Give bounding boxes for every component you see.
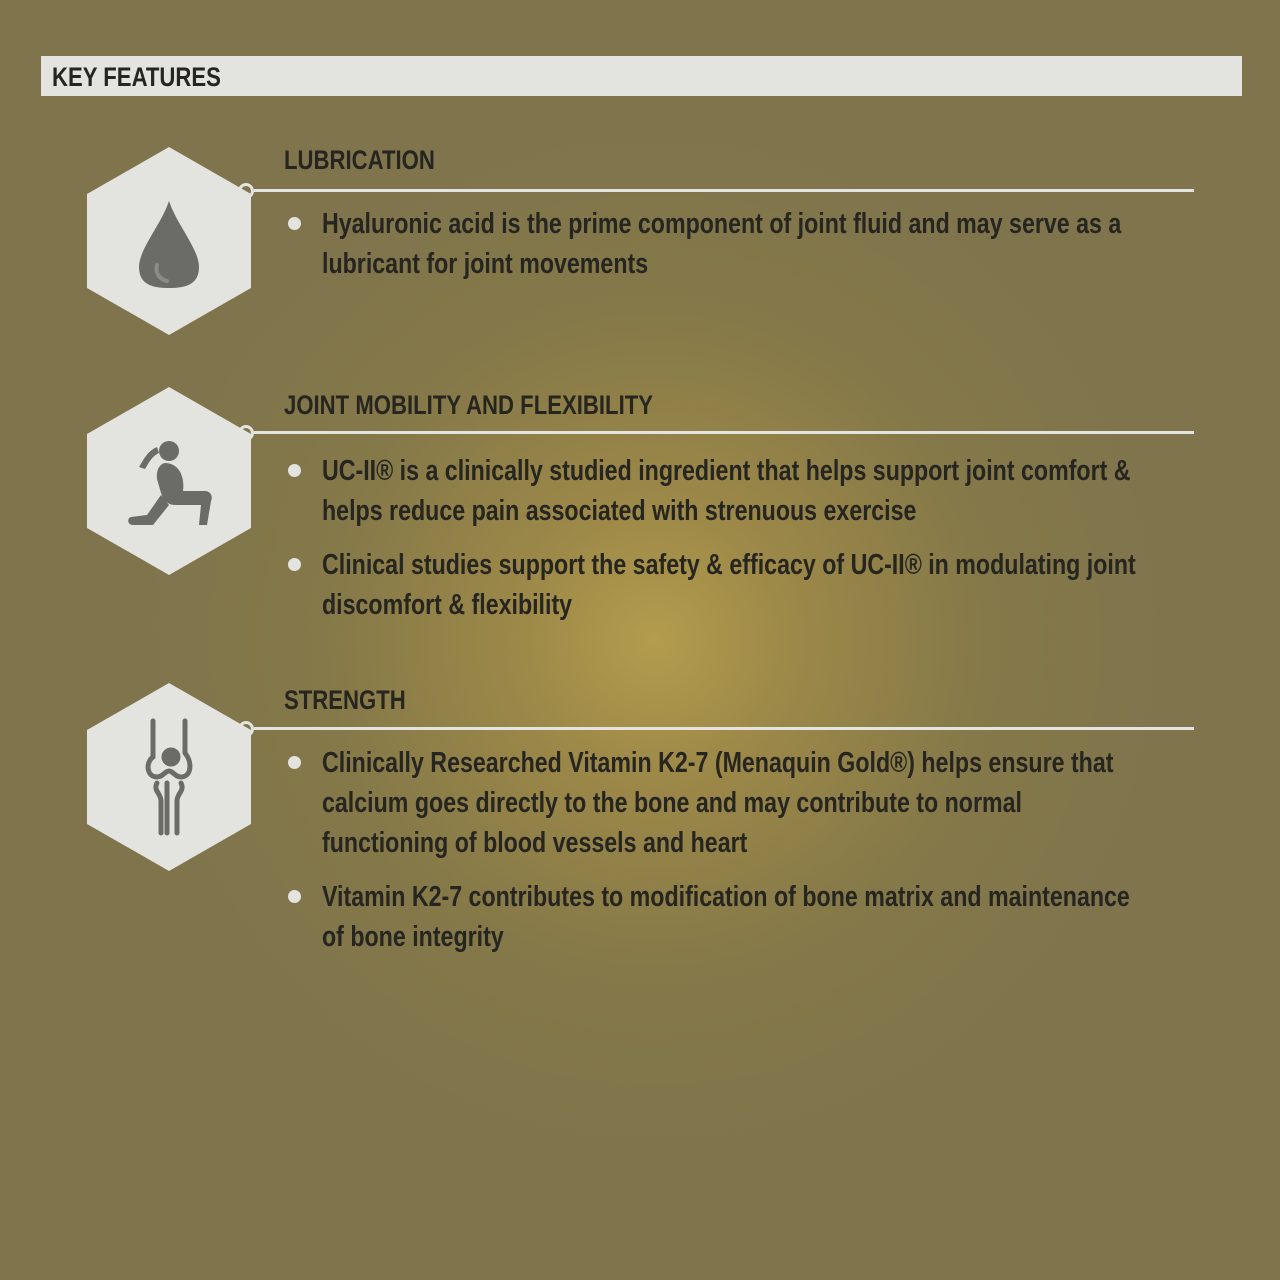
- lubrication-connector-dot: [238, 183, 254, 199]
- bullet-item: Vitamin K2-7 contributes to modification of bone matrix and maintenance of bone integrity: [284, 877, 1280, 957]
- section-title-lubrication: LUBRICATION: [284, 145, 435, 175]
- mobility-divider: [254, 431, 1194, 434]
- bullet-item: Clinical studies support the safety & efficacy of UC-II® in modulating joint discomfort & flexibility: [284, 545, 1280, 625]
- strength-divider: [254, 727, 1194, 730]
- bullet-dot: [288, 217, 301, 230]
- section-title-strength: STRENGTH: [284, 685, 406, 715]
- strength-hexagon: [87, 683, 251, 871]
- strength-connector-dot: [238, 721, 254, 737]
- bullet-dot: [288, 464, 301, 477]
- key-features-title: KEY FEATURES: [52, 62, 221, 92]
- lubrication-divider: [254, 189, 1194, 192]
- bullet-item: Hyaluronic acid is the prime component of joint fluid and may serve as a lubricant for joint movements: [284, 204, 1280, 284]
- section-title-mobility: JOINT MOBILITY AND FLEXIBILITY: [284, 390, 654, 420]
- lubrication-hexagon: [87, 147, 251, 335]
- bullet-item: Clinically Researched Vitamin K2-7 (Menaquin Gold®) helps ensure that calcium goes directly to the bone and may contribute to normal functioning of blood vessels and heart: [284, 743, 1280, 863]
- key-features-header-bar: [41, 56, 1242, 96]
- bullet-item: UC-II® is a clinically studied ingredient that helps support joint comfort & helps reduce pain associated with strenuous exercise: [284, 451, 1280, 531]
- bullet-dot: [288, 890, 301, 903]
- strength-bullet-list: [284, 743, 1280, 971]
- bullet-dot: [288, 756, 301, 769]
- lubrication-bullet-list: [284, 204, 1280, 298]
- bullet-dot: [288, 558, 301, 571]
- mobility-hexagon: [87, 387, 251, 575]
- mobility-bullet-list: [284, 451, 1280, 639]
- mobility-connector-dot: [238, 425, 254, 441]
